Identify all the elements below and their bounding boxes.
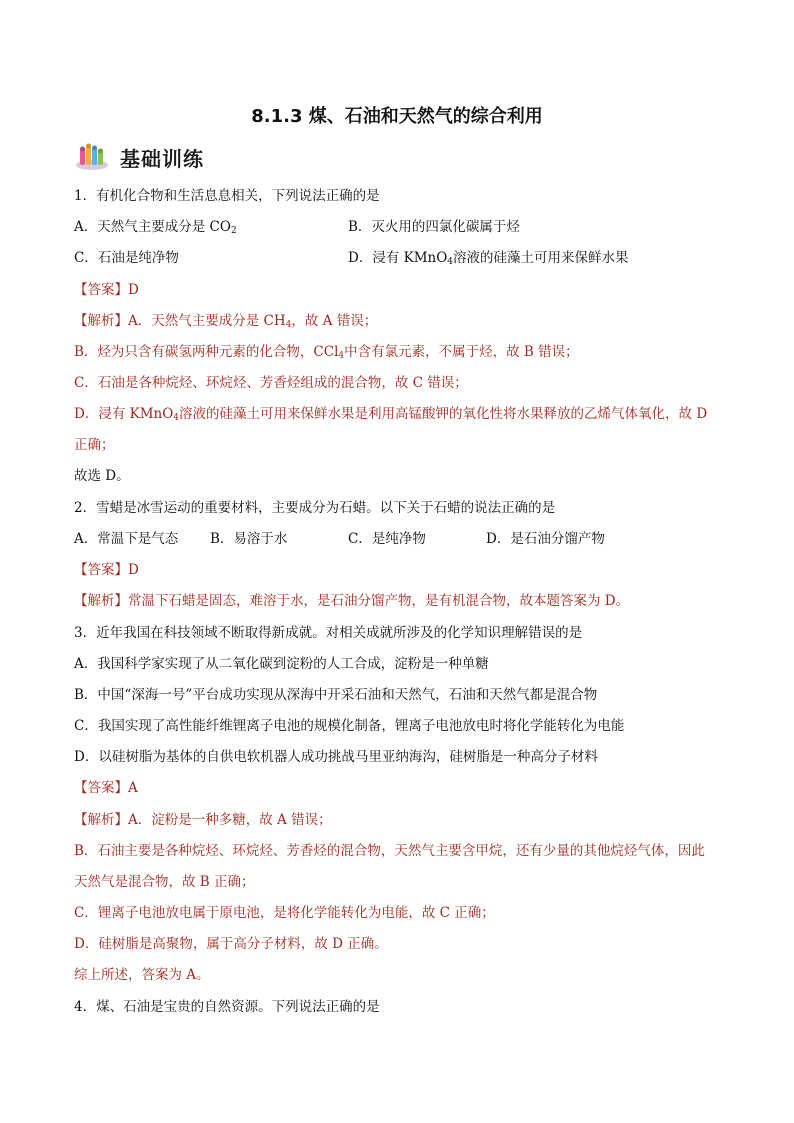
q3-conclusion: 综上所述，答案为 A。 bbox=[74, 967, 210, 983]
q4-stem: 4．煤、石油是宝贵的自然资源。下列说法正确的是 bbox=[74, 999, 380, 1015]
q1-options-cd bbox=[74, 248, 734, 268]
q3-analysis-a: 【解析】A．淀粉是一种多糖，故 A 错误； bbox=[74, 812, 332, 828]
q3-analysis-c: C．锂离子电池放电属于原电池，是将化学能转化为电能，故 C 正确； bbox=[74, 905, 495, 921]
q3-option-d: D．以硅树脂为基体的自供电软机器人成功挑战马里亚纳海沟，硅树脂是一种高分子材料 bbox=[74, 749, 598, 765]
q1-stem: 1．有机化合物和生活息息相关，下列说法正确的是 bbox=[74, 188, 380, 204]
q2-option-d: D．是石油分馏产物 bbox=[486, 531, 605, 547]
q1-analysis-c: C．石油是各种烷烃、环烷烃、芳香烃组成的混合物，故 C 错误； bbox=[74, 375, 468, 391]
q2-answer: 【答案】D bbox=[74, 562, 139, 578]
q2-analysis: 【解析】常温下石蜡是固态，难溶于水，是石油分馏产物，是有机混合物，故本题答案为 D。 bbox=[74, 593, 630, 609]
q3-analysis-b-cont: 天然气是混合物，故 B 正确； bbox=[74, 874, 255, 890]
q1-option-c: C．石油是纯净物 bbox=[74, 250, 179, 266]
q3-analysis-b: B．石油主要是各种烷烃、环烷烃、芳香烃的混合物，天然气主要含甲烷，还有少量的其他烷烃气体，因此 bbox=[74, 843, 705, 859]
q3-option-c: C．我国实现了高性能纤维锂离子电池的规模化制备，锂离子电池放电时将化学能转化为电能 bbox=[74, 718, 625, 734]
page-title: 8.1.3 煤、石油和天然气的综合利用 bbox=[251, 106, 543, 127]
q3-option-b: B．中国“深海一号”平台成功实现从深海中开采石油和天然气，石油和天然气都是混合物 bbox=[74, 687, 598, 703]
q3-analysis-d: D．硅树脂是高聚物，属于高分子材料，故 D 正确。 bbox=[74, 936, 388, 952]
q1-analysis-d: D．浸有 KMnO$_4$溶液的硅藻土可用来保鲜水果是利用高锰酸钾的氧化性将水果释放的乙烯气体氧化，故 D bbox=[74, 406, 708, 423]
q3-stem: 3．近年我国在科技领域不断取得新成就。对相关成就所涉及的化学知识理解错误的是 bbox=[74, 625, 583, 641]
q2-option-a: A．常温下是气态 bbox=[74, 531, 179, 547]
q2-option-c: C．是纯净物 bbox=[348, 531, 426, 547]
q1-option-a: A．天然气主要成分是 $CO_2$ bbox=[74, 219, 237, 236]
q2-option-b: B．易溶于水 bbox=[210, 531, 288, 547]
section-label: 基础训练 bbox=[120, 146, 204, 171]
q1-option-b: B．灭火用的四氯化碳属于烃 bbox=[348, 219, 520, 235]
q3-answer: 【答案】A bbox=[74, 780, 138, 796]
q1-options-ab bbox=[74, 217, 734, 237]
q1-analysis-a: 【解析】A．天然气主要成分是 $CH_4$，故 A 错误； bbox=[74, 313, 378, 330]
q1-analysis-d-cont: 正确； bbox=[74, 437, 115, 453]
q1-option-d: D．浸有 KMnO$_4$溶液的硅藻土可用来保鲜水果 bbox=[348, 250, 629, 267]
q2-options bbox=[74, 529, 734, 549]
colored-pencils-icon bbox=[74, 143, 110, 171]
q1-conclusion: 故选 D。 bbox=[74, 468, 130, 484]
q1-analysis-b: B．烃为只含有碳氢两种元素的化合物，CCl$_4$中含有氯元素，不属于烃，故 B 错误； bbox=[74, 344, 579, 361]
section-header bbox=[74, 142, 204, 172]
q3-option-a: A．我国科学家实现了从二氧化碳到淀粉的人工合成，淀粉是一种单糖 bbox=[74, 656, 489, 672]
q1-answer: 【答案】D bbox=[74, 282, 139, 298]
q2-stem: 2．雪蜡是冰雪运动的重要材料，主要成分为石蜡。以下关于石蜡的说法正确的是 bbox=[74, 500, 556, 516]
